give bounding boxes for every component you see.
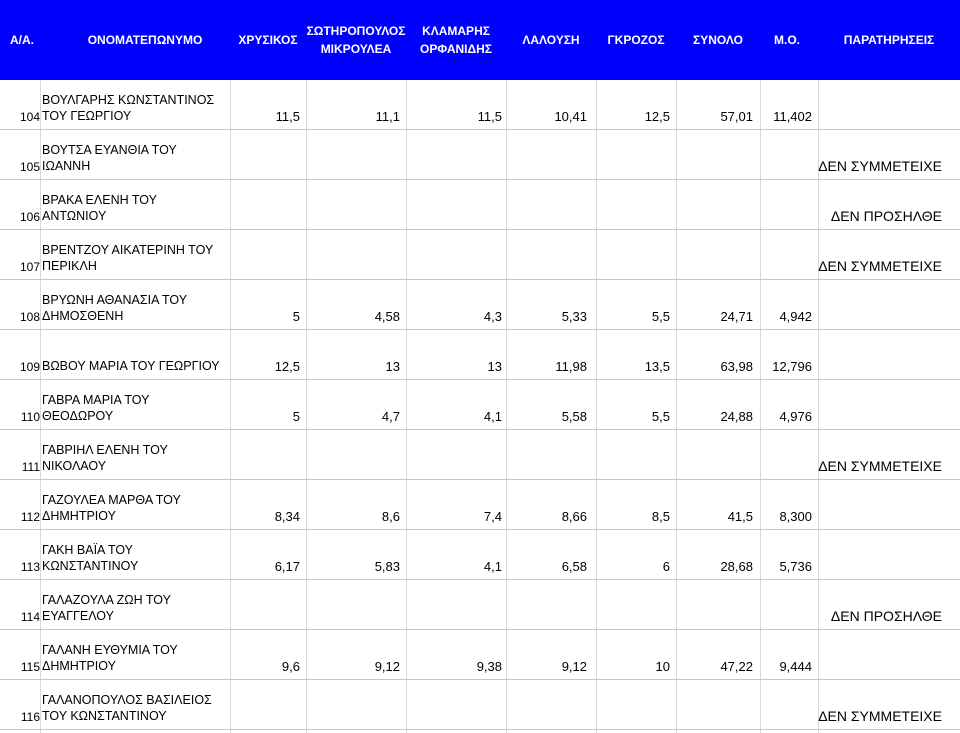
row-number: 113 (20, 560, 40, 574)
score-synolo: 41,5 (727, 509, 753, 524)
score-klamaris: 4,1 (483, 559, 502, 574)
score-mo: 4,942 (779, 309, 812, 324)
score-mo: 12,796 (772, 359, 812, 374)
row-number: 104 (19, 110, 40, 124)
score-mo: 5,736 (779, 559, 812, 574)
score-klamaris: 7,4 (483, 509, 502, 524)
table-row (0, 480, 960, 530)
row-number: 108 (19, 310, 40, 324)
row-number: 110 (20, 410, 40, 424)
table-row (0, 330, 960, 380)
remarks-cell: ΔΕΝ ΠΡΟΣΗΛΘΕ (830, 608, 942, 624)
candidate-name: ΓΑΚΗ ΒΑΪΑ ΤΟΥ ΚΩΝΣΤΑΝΤΙΝΟΥ (42, 543, 139, 573)
table-header (0, 0, 960, 80)
header-lalousi: ΛΑΛΟΥΣΗ (522, 33, 580, 47)
row-number: 112 (20, 510, 40, 524)
score-mo: 11,402 (773, 109, 812, 124)
score-chrysikos: 8,34 (274, 509, 300, 524)
table-row (0, 380, 960, 430)
table-row (0, 130, 960, 180)
header-sotiropoulos: ΣΩΤΗΡΟΠΟΥΛΟΣ ΜΙΚΡΟΥΛΕΑ (306, 24, 406, 56)
score-sotiropoulos: 9,12 (374, 659, 400, 674)
candidate-name: ΒΡΕΝΤΖΟΥ ΑΙΚΑΤΕΡΙΝΗ ΤΟΥ ΠΕΡΙΚΛΗ (42, 243, 214, 273)
header-grozos: ΓΚΡΟΖΟΣ (607, 33, 665, 47)
row-number: 114 (20, 610, 40, 624)
score-grozos: 5,5 (651, 409, 670, 424)
score-grozos: 10 (655, 659, 670, 674)
row-number: 106 (19, 210, 40, 224)
score-synolo: 63,98 (720, 359, 753, 374)
candidate-name: ΒΡΥΩΝΗ ΑΘΑΝΑΣΙΑ ΤΟΥ ΔΗΜΟΣΘΕΝΗ (42, 293, 188, 323)
candidate-name: ΓΑΒΡΙΗΛ ΕΛΕΝΗ ΤΟΥ ΝΙΚΟΛΑΟΥ (42, 443, 168, 473)
score-grozos: 13,5 (644, 359, 670, 374)
score-sotiropoulos: 13 (385, 359, 400, 374)
score-synolo: 57,01 (720, 109, 753, 124)
score-grozos: 12,5 (644, 109, 670, 124)
candidate-name: ΒΟΥΛΓΑΡΗΣ ΚΩΝΣΤΑΝΤΙΝΟΣ ΤΟΥ ΓΕΩΡΓΙΟΥ (42, 93, 215, 123)
candidate-name: ΓΑΛΑΝΗ ΕΥΘΥΜΙΑ ΤΟΥ ΔΗΜΗΤΡΙΟΥ (42, 643, 178, 673)
score-sotiropoulos: 4,58 (374, 309, 400, 324)
results-table (0, 80, 960, 733)
remarks-cell: ΔΕΝ ΣΥΜΜΕΤΕΙΧΕ (818, 458, 942, 474)
row-number: 115 (20, 660, 40, 674)
row-number: 109 (19, 360, 40, 374)
table-row (0, 430, 960, 480)
candidate-name: ΒΟΥΤΣΑ ΕΥΑΝΘΙΑ ΤΟΥ ΙΩΑΝΝΗ (42, 143, 177, 173)
score-klamaris: 13 (487, 359, 502, 374)
score-mo: 8,300 (779, 509, 812, 524)
remarks-cell: ΔΕΝ ΣΥΜΜΕΤΕΙΧΕ (818, 158, 942, 174)
score-mo: 4,976 (779, 409, 812, 424)
score-lalousi: 5,58 (561, 409, 587, 424)
score-klamaris: 4,1 (483, 409, 502, 424)
score-synolo: 28,68 (720, 559, 753, 574)
score-synolo: 24,88 (720, 409, 753, 424)
score-chrysikos: 6,17 (274, 559, 300, 574)
table-row (0, 530, 960, 580)
score-mo: 9,444 (779, 659, 812, 674)
table-row (0, 680, 960, 730)
table-row (0, 230, 960, 280)
table-row (0, 580, 960, 630)
header-klamaris: ΚΛΑΜΑΡΗΣ ΟΡΦΑΝΙΔΗΣ (419, 24, 493, 56)
candidate-name: ΓΑΖΟΥΛΕΑ ΜΑΡΘΑ ΤΟΥ ΔΗΜΗΤΡΙΟΥ (42, 493, 181, 523)
candidate-name: ΓΑΒΡΑ ΜΑΡΙΑ ΤΟΥ ΘΕΟΔΩΡΟΥ (42, 393, 150, 423)
score-chrysikos: 9,6 (281, 659, 300, 674)
score-grozos: 8,5 (651, 509, 670, 524)
score-klamaris: 9,38 (476, 659, 502, 674)
score-chrysikos: 5 (292, 309, 300, 324)
score-grozos: 6 (662, 559, 670, 574)
row-number: 107 (19, 260, 40, 274)
header-name: ΟΝΟΜΑΤΕΠΩΝΥΜΟ (87, 33, 203, 47)
score-sotiropoulos: 8,6 (381, 509, 400, 524)
header-chrysikos: ΧΡΥΣΙΚΟΣ (238, 33, 298, 47)
candidate-name: ΓΑΛΑΖΟΥΛΑ ΖΩΗ ΤΟΥ ΕΥΑΓΓΕΛΟΥ (42, 593, 171, 623)
score-chrysikos: 12,5 (274, 359, 300, 374)
remarks-cell: ΔΕΝ ΣΥΜΜΕΤΕΙΧΕ (818, 708, 942, 724)
score-lalousi: 5,33 (561, 309, 587, 324)
row-number: 105 (19, 160, 40, 174)
score-lalousi: 9,12 (561, 659, 587, 674)
candidate-name: ΓΑΛΑΝΟΠΟΥΛΟΣ ΒΑΣΙΛΕΙΟΣ ΤΟΥ ΚΩΝΣΤΑΝΤΙΝΟΥ (42, 693, 212, 723)
table-row (0, 80, 960, 130)
score-klamaris: 4,3 (483, 309, 502, 324)
score-synolo: 24,71 (720, 309, 753, 324)
score-synolo: 47,22 (720, 659, 753, 674)
score-sotiropoulos: 5,83 (374, 559, 400, 574)
table-row (0, 630, 960, 680)
header-notes: ΠΑΡΑΤΗΡΗΣΕΙΣ (843, 33, 935, 47)
score-lalousi: 6,58 (561, 559, 587, 574)
score-lalousi: 11,98 (555, 359, 587, 374)
candidate-name: ΒΡΑΚΑ ΕΛΕΝΗ ΤΟΥ ΑΝΤΩΝΙΟΥ (42, 193, 157, 223)
header-synolo: ΣΥΝΟΛΟ (693, 33, 743, 47)
candidate-name: ΒΩΒΟΥ ΜΑΡΙΑ ΤΟΥ ΓΕΩΡΓΙΟΥ (42, 359, 220, 373)
score-chrysikos: 5 (292, 409, 300, 424)
remarks-cell: ΔΕΝ ΠΡΟΣΗΛΘΕ (830, 208, 942, 224)
row-number: 116 (20, 710, 40, 724)
remarks-cell: ΔΕΝ ΣΥΜΜΕΤΕΙΧΕ (818, 258, 942, 274)
header-mo: Μ.Ο. (774, 33, 800, 47)
row-number: 111 (21, 460, 40, 474)
score-klamaris: 11,5 (477, 109, 502, 124)
score-lalousi: 10,41 (554, 109, 587, 124)
score-grozos: 5,5 (651, 309, 670, 324)
score-lalousi: 8,66 (561, 509, 587, 524)
score-sotiropoulos: 11,1 (375, 109, 400, 124)
table-row (0, 280, 960, 330)
score-chrysikos: 11,5 (275, 109, 300, 124)
header-aa: Α/Α. (10, 33, 34, 47)
table-row (0, 180, 960, 230)
score-sotiropoulos: 4,7 (381, 409, 400, 424)
